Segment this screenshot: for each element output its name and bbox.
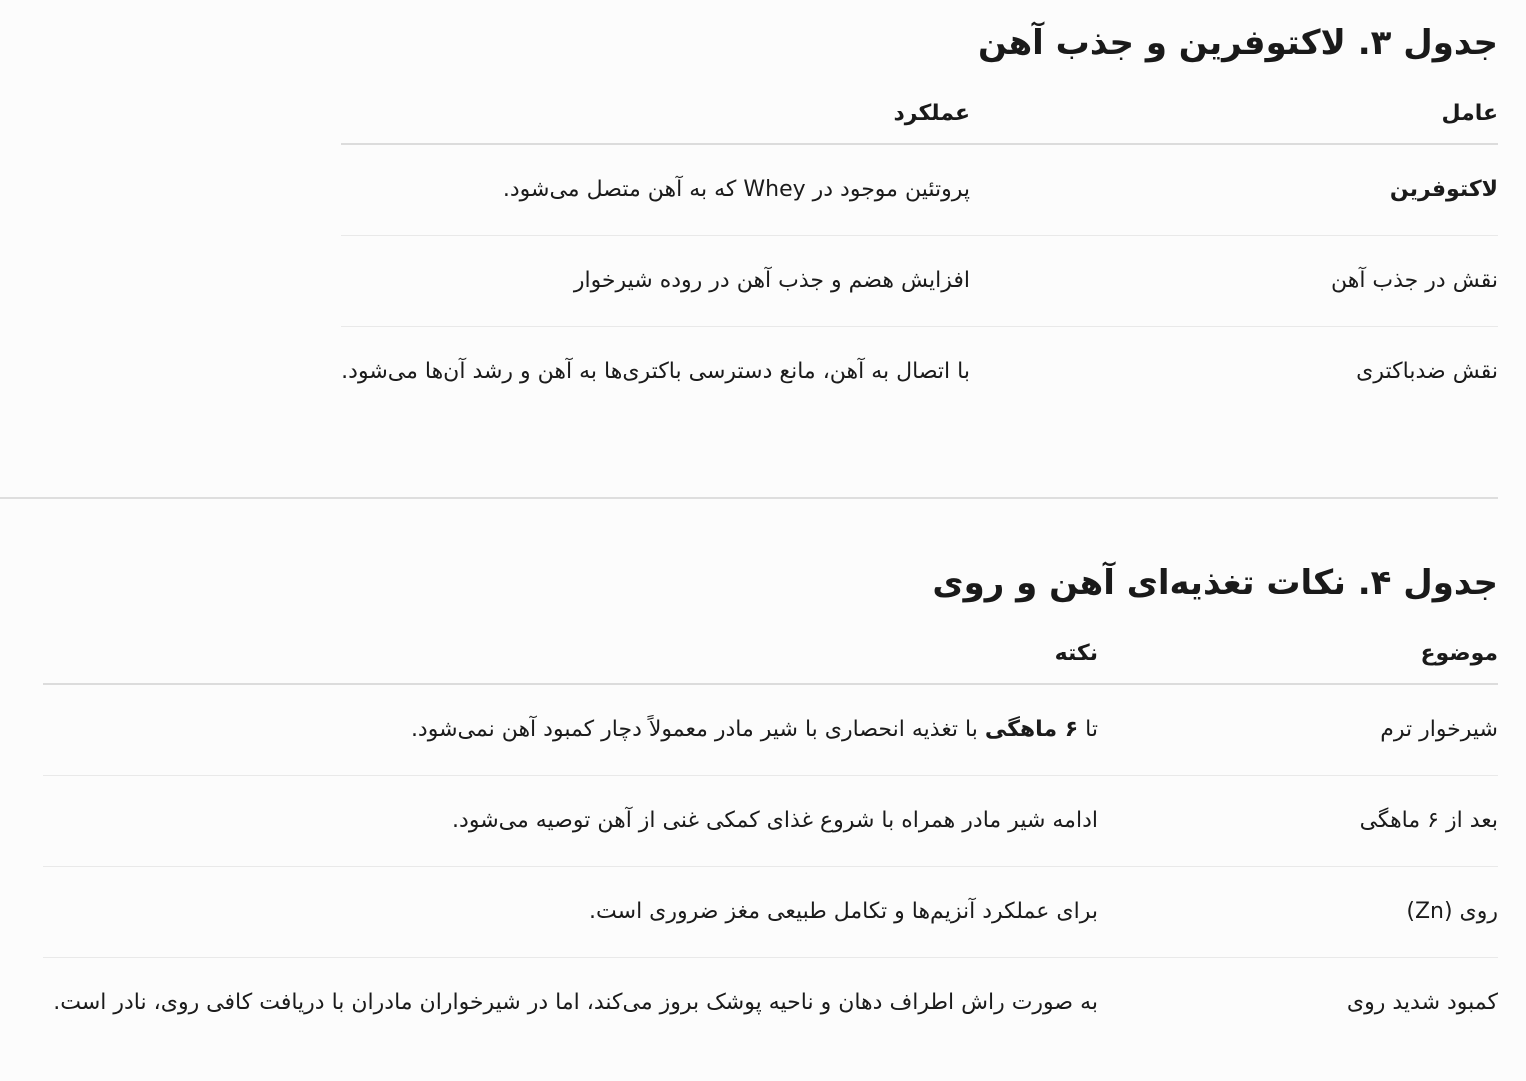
table3 bbox=[341, 83, 1498, 417]
table4-header-row bbox=[43, 623, 1498, 684]
table4-row1-note bbox=[43, 685, 1098, 775]
table4-row1-topic: شیرخوار ترم bbox=[1380, 717, 1498, 742]
table4-row3-topic: روی (Zn) bbox=[1406, 899, 1498, 924]
table-row bbox=[43, 958, 1498, 1049]
table3-header-function: عملکرد bbox=[341, 83, 970, 144]
table-row bbox=[43, 776, 1498, 867]
table3-row2-factor: نقش در جذب آهن bbox=[1330, 268, 1498, 293]
table4-row4-note: به صورت راش اطراف دهان و ناحیه پوشک بروز می‌کند، اما در شیرخواران مادران با دریافت کافی روی، نادر است. bbox=[53, 990, 1098, 1015]
table4 bbox=[43, 623, 1498, 1048]
table3-row3-function: با اتصال به آهن، مانع دسترسی باکتری‌ها به آهن و رشد آن‌ها می‌شود. bbox=[341, 359, 970, 384]
table4-title: جدول ۴. نکات تغذیه‌ای آهن و روی bbox=[932, 563, 1498, 603]
table4-row2-topic: بعد از ۶ ماهگی bbox=[1359, 808, 1498, 833]
table4-row1-note-prefix: تا bbox=[1078, 717, 1098, 742]
table4-row1-note-rest: با تغذیه انحصاری با شیر مادر معمولاً دچار کمبود آهن نمی‌شود. bbox=[410, 717, 985, 742]
table3-header-row bbox=[341, 83, 1498, 144]
table3-row1-factor: لاکتوفرین bbox=[1389, 177, 1498, 202]
table4-row1-note-bold: ۶ ماهگی bbox=[984, 717, 1079, 742]
table-row bbox=[43, 684, 1498, 776]
table4-header-topic: موضوع bbox=[1098, 623, 1498, 684]
section-divider bbox=[0, 497, 1498, 499]
table3-row1-function: پروتئین موجود در Whey که به آهن متصل می‌شود. bbox=[502, 177, 970, 202]
table-row bbox=[341, 327, 1498, 418]
table3-title: جدول ۳. لاکتوفرین و جذب آهن bbox=[978, 23, 1498, 63]
table4-row3-note: برای عملکرد آنزیم‌ها و تکامل طبیعی مغز ضروری است. bbox=[589, 899, 1098, 924]
table3-header-factor: عامل bbox=[970, 83, 1498, 144]
table3-row2-function: افزایش هضم و جذب آهن در روده شیرخوار bbox=[573, 268, 970, 293]
table4-header-note: نکته bbox=[43, 623, 1098, 684]
table-row bbox=[341, 236, 1498, 327]
table4-row4-topic: کمبود شدید روی bbox=[1346, 990, 1498, 1015]
table-row bbox=[341, 144, 1498, 236]
table3-row3-factor: نقش ضدباکتری bbox=[1356, 359, 1498, 384]
table4-row2-note: ادامه شیر مادر همراه با شروع غذای کمکی غنی از آهن توصیه می‌شود. bbox=[452, 808, 1098, 833]
table-row bbox=[43, 867, 1498, 958]
